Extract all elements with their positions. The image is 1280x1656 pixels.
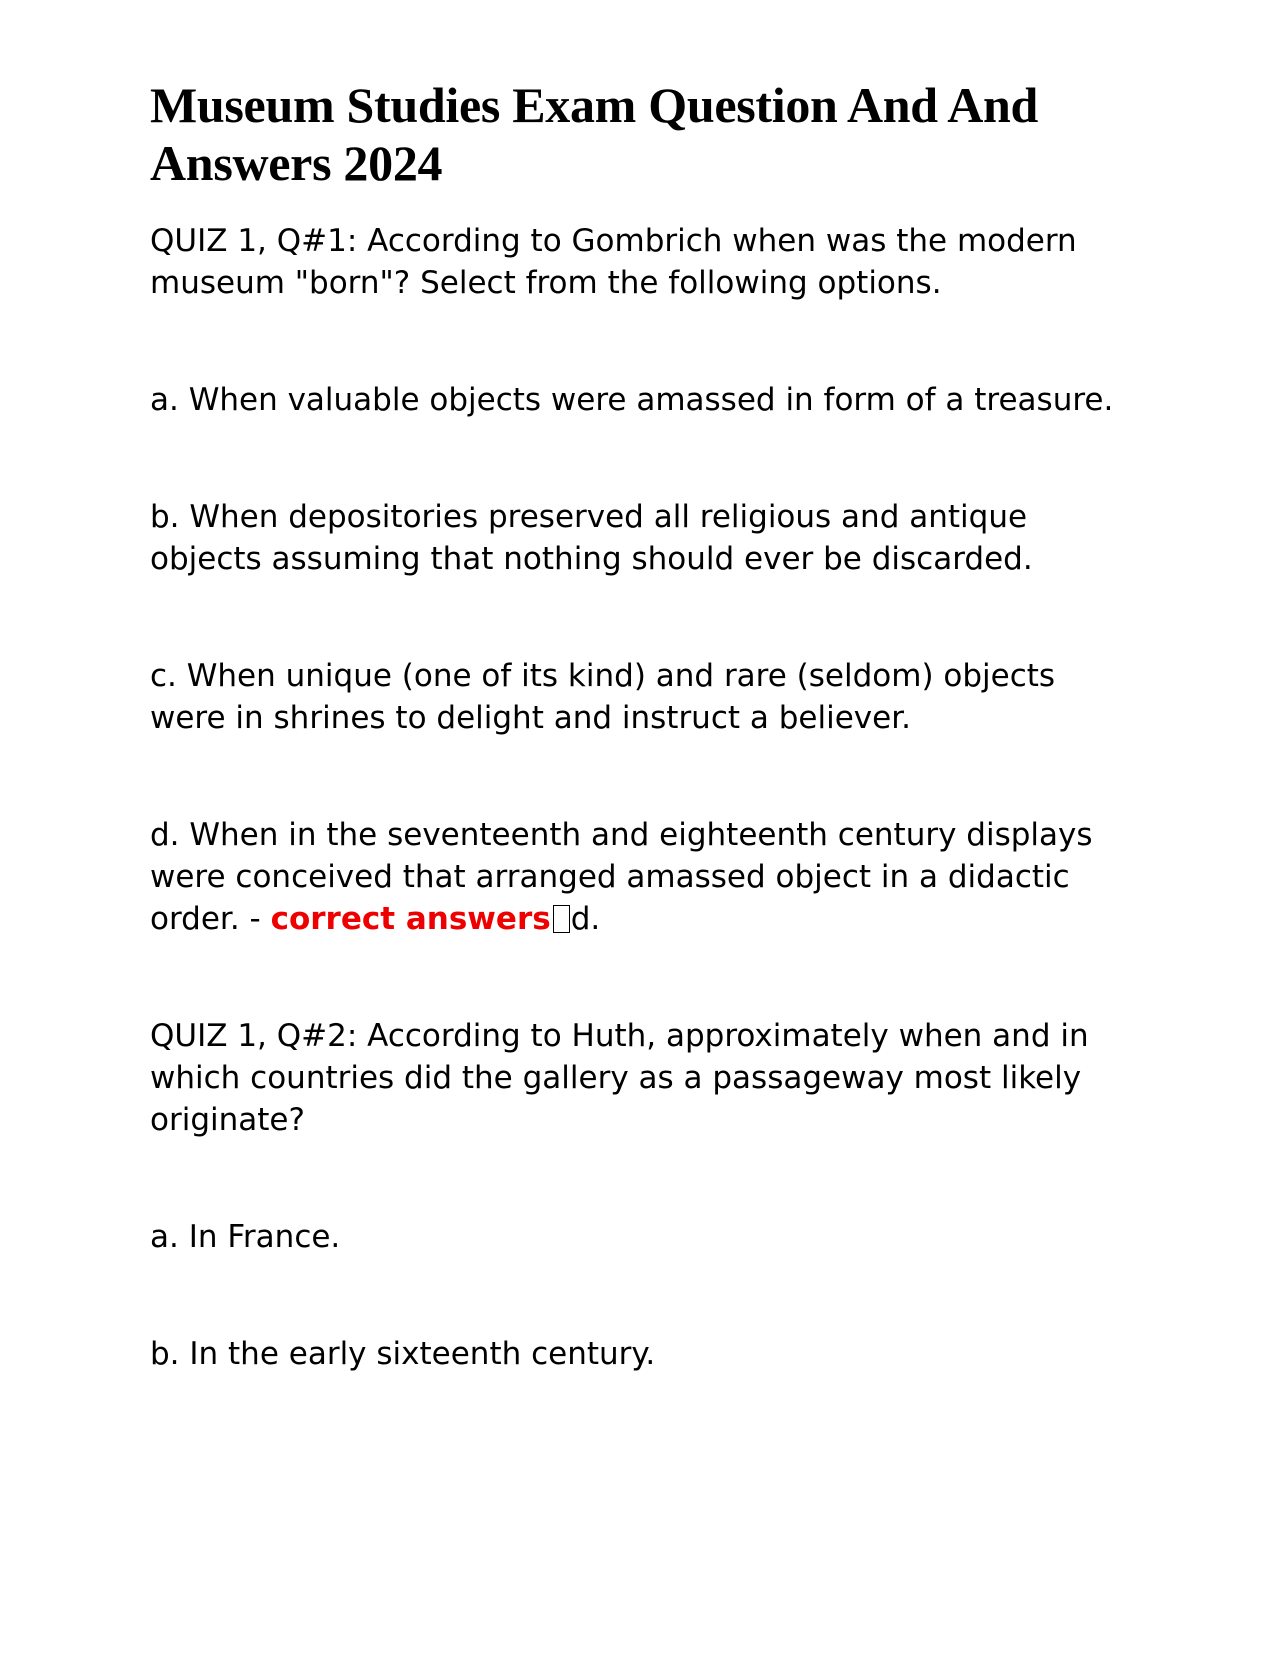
missing-glyph-icon [553,905,570,933]
question-1-option-d-text: d. When in the seventeenth and eighteenth century displays were conceived that arranged amassed object in a didactic order. - [150,817,1093,937]
question-2-prompt: QUIZ 1, Q#2: According to Huth, approximately when and in which countries did the gallery as a passageway most likely originate? [150,1018,1089,1138]
question-1-prompt: QUIZ 1, Q#1: According to Gombrich when was the modern museum "born"? Select from the following options. [150,223,1077,301]
question-2-option-a: a. In France. [150,1219,341,1255]
question-1-option-a: a. When valuable objects were amassed in form of a treasure. [150,382,1114,418]
question-1-option-c: c. When unique (one of its kind) and rare (seldom) objects were in shrines to delight and instruct a believer. [150,658,1056,736]
document-page [150,76,1140,1375]
question-1-option-b: b. When depositories preserved all religious and antique objects assuming that nothing should ever be discarded. [150,499,1033,577]
correct-answer-value: d. [570,901,601,937]
correct-answer-label: correct answers [270,901,551,937]
document-title: Museum Studies Exam Question And And Answers 2024 [150,77,1039,191]
question-1-option-d [150,814,1140,940]
question-2-option-b: b. In the early sixteenth century. [150,1336,656,1372]
